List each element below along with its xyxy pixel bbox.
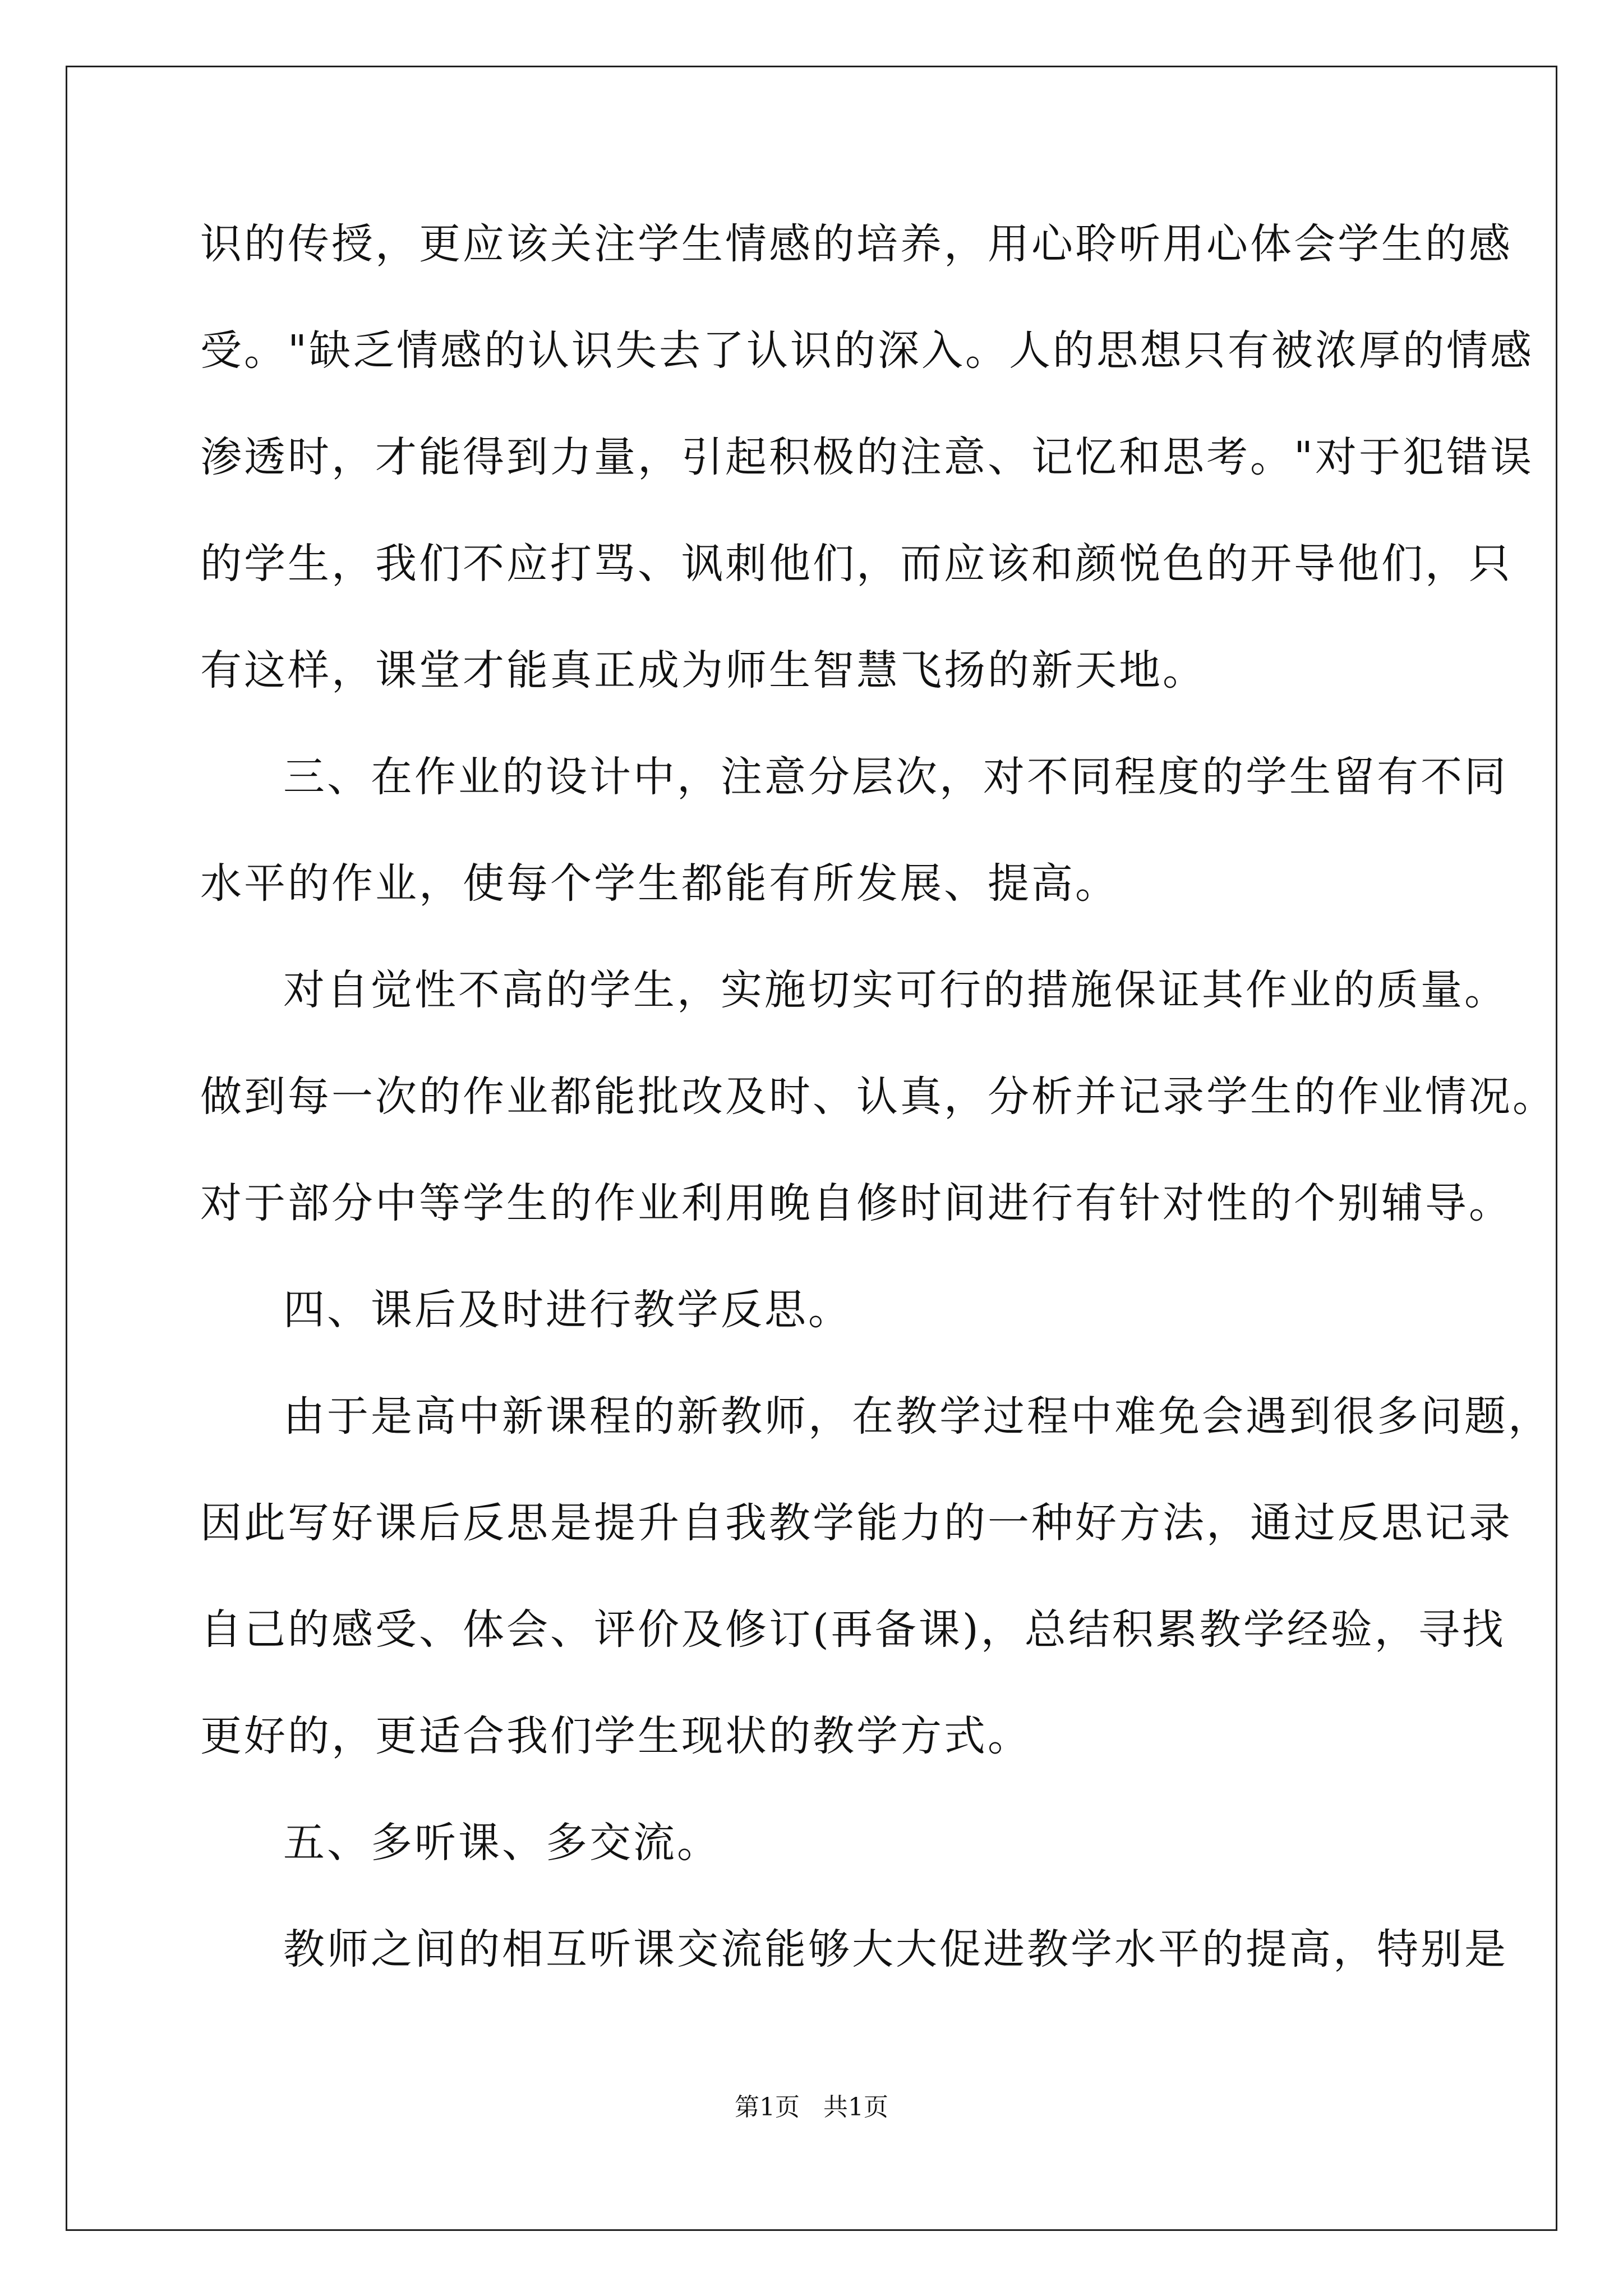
paragraph-first-line: 教师之间的相互听课交流能够大大促进教学水平的提高，特别是 <box>283 1925 1508 1973</box>
text-line: 有这样，课堂才能真正成为师生智慧飞扬的新天地。 <box>200 646 1206 694</box>
text-line: 更好的，更适合我们学生现状的教学方式。 <box>200 1712 1031 1760</box>
text-line: 受。"缺乏情感的认识失去了认识的深入。人的思想只有被浓厚的情感 <box>200 326 1534 375</box>
paragraph-heading: 三、在作业的设计中，注意分层次，对不同程度的学生留有不同 <box>283 753 1508 801</box>
text-line: 自己的感受、体会、评价及修订(再备课)，总结积累教学经验，寻找 <box>200 1605 1506 1654</box>
section-heading: 五、多听课、多交流。 <box>283 1819 721 1867</box>
section-heading: 四、课后及时进行教学反思。 <box>283 1286 852 1334</box>
text-line: 对于部分中等学生的作业利用晚自修时间进行有针对性的个别辅导。 <box>200 1179 1513 1227</box>
text-line: 识的传授，更应该关注学生情感的培养，用心聆听用心体会学生的感 <box>200 220 1513 268</box>
text-line: 做到每一次的作业都能批改及时、认真，分析并记录学生的作业情况。 <box>200 1073 1556 1121</box>
text-line: 渗透时，才能得到力量，引起积极的注意、记忆和思考。"对于犯错误 <box>200 433 1534 481</box>
text-line: 水平的作业，使每个学生都能有所发展、提高。 <box>200 859 1119 908</box>
text-line: 的学生，我们不应打骂、讽刺他们，而应该和颜悦色的开导他们，只 <box>200 540 1513 588</box>
paragraph-first-line: 由于是高中新课程的新教师，在教学过程中难免会遇到很多问题， <box>283 1392 1552 1441</box>
page-footer: 第1页 共1页 <box>735 2093 888 2122</box>
page-border <box>66 66 1557 2231</box>
text-line: 因此写好课后反思是提升自我教学能力的一种好方法，通过反思记录 <box>200 1499 1513 1547</box>
paragraph-first-line: 对自觉性不高的学生，实施切实可行的措施保证其作业的质量。 <box>283 966 1508 1014</box>
